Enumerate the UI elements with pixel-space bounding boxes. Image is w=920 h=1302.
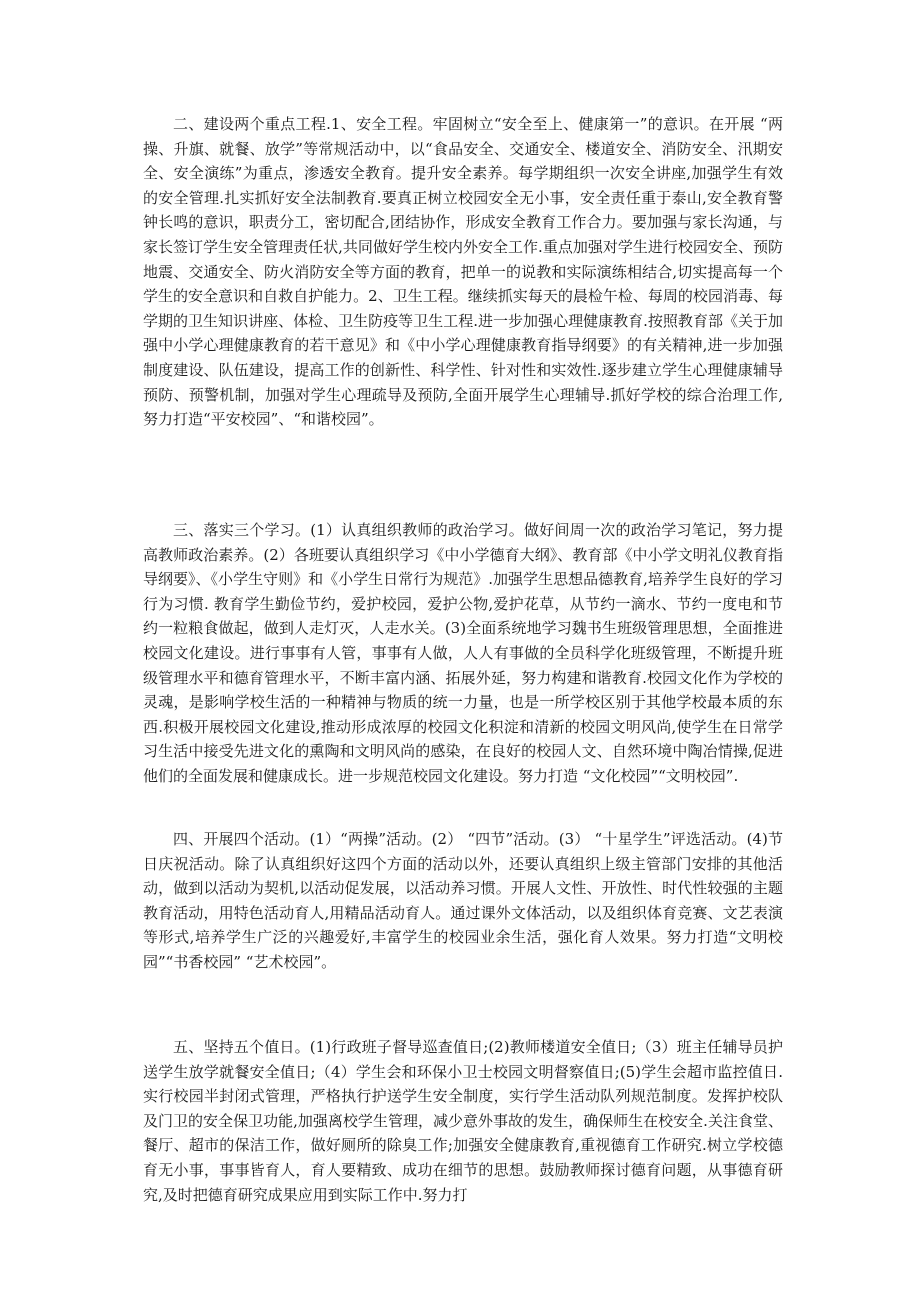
paragraph-four-activities: 四、开展四个活动。(1）“两操”活动。(2） “四节”活动。(3） “十星学生”评选活动。(4)节日庆祝活动。除了认真组织好这四个方面的活动以外，还要认真组织上级主管部门安排的其他活动，做到以活动为契机,以活动促发展，以活动养习惯。开展人文性、开放性、时代性较强的主题教育活动，用特色活动育人,用精品活动育人。通过课外文体活动，以及组织体育竞赛、文艺表演等形式,培养学生广泛的兴趣爱好,丰富学生的校园业余生活，强化育人效果。努力打造“文明校园”“书香校园” “艺术校园”。 bbox=[143, 830, 783, 971]
paragraph-five-duty-days: 五、坚持五个值日。(1)行政班子督导巡查值日;(2)教师楼道安全值日;（3）班主任辅导员护送学生放学就餐安全值日;（4）学生会和环保小卫士校园文明督察值日;(5)学生会超市监控值日.实行校园半封闭式管理，严格执行护送学生安全制度，实行学生活动队列规范制度。发挥护校队及门卫的安全保卫功能,加强离校学生管理，减少意外事故的发生，确保师生在校安全.关注食堂、餐厅、超市的保洁工作，做好厕所的除臭工作;加强安全健康教育,重视德育工作研究.树立学校德育无小事，事事皆育人，育人要精致、成功在细节的思想。鼓励教师探讨德育问题，从事德育研究,及时把德育研究成果应用到实际工作中.努力打 bbox=[143, 1038, 783, 1204]
paragraph-three-studies: 三、落实三个学习。(1）认真组织教师的政治学习。做好间周一次的政治学习笔记，努力提高教师政治素养。(2）各班要认真组织学习《中小学德育大纲》、教育部《中小学文明礼仪教育指导纲要》、《小学生守则》和《小学生日常行为规范》.加强学生思想品德教育,培养学生良好的学习行为习惯. 教育学生勤俭节约，爱护校园，爱护公物,爱护花草，从节约一滴水、节约一度电和节约一粒粮食做起，做到人走灯灭，人走水关。(3)全面系统地学习魏书生班级管理思想，全面推进校园文化建设。进行事事有人管，事事有人做，人人有事做的全员科学化班级管理，不断提升班级管理水平和德育管理水平，不断丰富内涵、拓展外延，努力构建和谐教育.校园文化作为学校的灵魂，是影响学校生活的一种精神与物质的统一力量，也是一所学校区别于其他学校最本质的东西.积极开展校园文化建设,推动形成浓厚的校园文化积淀和清新的校园文明风尚,使学生在日常学习生活中接受先进文化的熏陶和文明风尚的感染，在良好的校园人文、自然环境中陶冶情操,促进他们的全面发展和健康成长。进一步规范校园文化建设。努力打造 “文化校园”“文明校园”. bbox=[143, 521, 783, 785]
paragraph-two-key-projects: 二、建设两个重点工程.1、安全工程。牢固树立“安全至上、健康第一”的意识。在开展 “两操、升旗、就餐、放学”等常规活动中，以“食品安全、交通安全、楼道安全、消防安全、汛期安全、安全演练”为重点，渗透安全教育。提升安全素养。每学期组织一次安全讲座,加强学生有效的安全管理.扎实抓好安全法制教育.要真正树立校园安全无小事，安全责任重于泰山,安全教育警钟长鸣的意识，职责分工，密切配合,团结协作，形成安全教育工作合力。要加强与家长沟通，与家长签订学生安全管理责任状,共同做好学生校内外安全工作.重点加强对学生进行校园安全、预防地震、交通安全、防火消防安全等方面的教育，把单一的说教和实际演练相结合,切实提高每一个学生的安全意识和自救自护能力。2、卫生工程。继续抓实每天的晨检午检、每周的校园消毒、每学期的卫生知识讲座、体检、卫生防疫等卫生工程.进一步加强心理健康教育.按照教育部《关于加强中小学心理健康教育的若干意见》和《中小学心理健康教育指导纲要》的有关精神,进一步加强制度建设、队伍建设，提高工作的创新性、科学性、针对性和实效性.逐步建立学生心理健康辅导预防、预警机制，加强对学生心理疏导及预防,全面开展学生心理辅导.抓好学校的综合治理工作,努力打造“平安校园”、“和谐校园”。 bbox=[143, 115, 783, 429]
